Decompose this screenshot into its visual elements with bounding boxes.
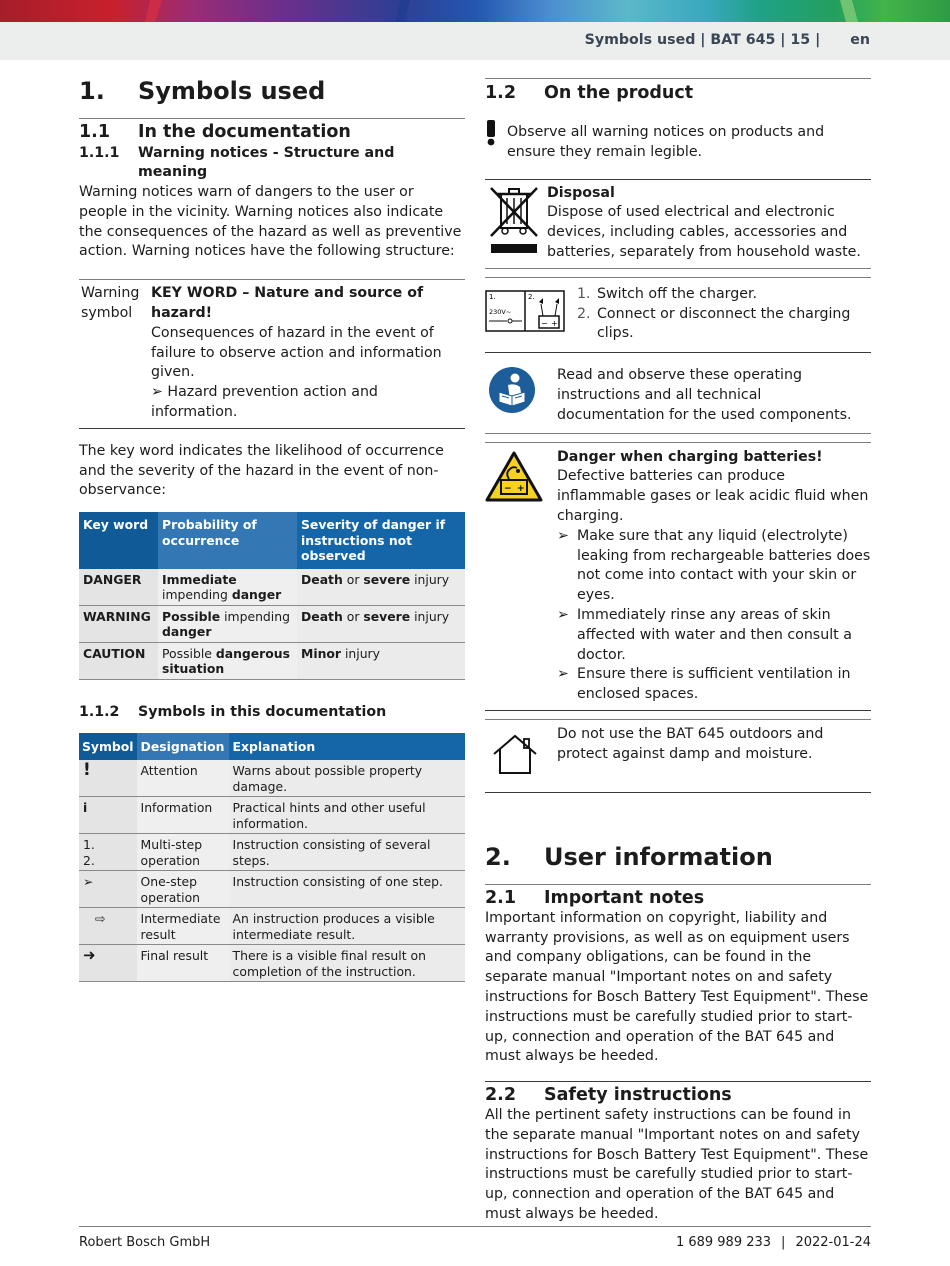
explanation-cell	[229, 760, 465, 797]
designation-cell	[137, 797, 229, 834]
symbols-table	[79, 733, 465, 983]
subsection-1-2-heading	[485, 82, 871, 104]
severity-text: injury	[410, 608, 450, 624]
attention-notice	[485, 104, 871, 179]
subsection-number: 2.1	[485, 887, 517, 908]
charger-label-1: 1.	[489, 292, 496, 301]
subsection-2-2-heading	[485, 1084, 871, 1106]
explanation: Practical hints and other useful information.	[232, 800, 426, 831]
left-column	[79, 60, 465, 982]
step-item	[577, 285, 871, 305]
probability-cell	[158, 642, 297, 679]
explanation: Instruction consisting of several steps.	[232, 837, 431, 868]
symbol-cell	[79, 797, 137, 834]
col-header-designation: Designation	[137, 733, 229, 761]
hazard-action-text: Hazard prevention action and information.	[151, 384, 378, 420]
subsection-1-1-1-heading	[79, 144, 465, 182]
footer-date: 2022-01-24	[795, 1235, 871, 1250]
severity-emphasis: Death	[301, 571, 343, 587]
probability-emphasis: Immediate	[162, 571, 237, 587]
subsection-title: Warning notices - Structure and meaning	[138, 145, 395, 180]
severity-joiner: or	[342, 608, 364, 624]
read-manual-text: Read and observe these operating instructions and all technical documentation for the used components.	[557, 367, 852, 423]
step-number: 2.	[577, 305, 591, 322]
svg-text:−: −	[541, 318, 548, 328]
indoor-use-text: Do not use the BAT 645 outdoors and protect against damp and moisture.	[557, 725, 824, 762]
table-row	[79, 945, 465, 982]
explanation: An instruction produces a visible intermediate result.	[232, 911, 435, 942]
probability-cell	[158, 569, 297, 606]
probability-text: impending	[220, 608, 290, 624]
symbol-cell	[79, 871, 137, 908]
footer-doc-number: 1 689 989 233	[675, 1235, 772, 1250]
designation-cell	[137, 908, 229, 945]
battery-danger-notice	[485, 443, 871, 710]
charger-connection-icon	[485, 285, 577, 344]
information-icon: i	[83, 800, 88, 816]
table-row	[79, 797, 465, 834]
section-title: User information	[544, 842, 773, 871]
probability-text: impending	[162, 587, 232, 603]
keyword-table	[79, 512, 465, 680]
keyword-line: KEY WORD – Nature and source of hazard!	[151, 285, 424, 321]
severity-text: injury	[410, 571, 450, 587]
symbol-cell	[79, 908, 137, 945]
subsection-title: Safety instructions	[544, 1085, 732, 1106]
one-step-icon: ➢	[83, 874, 94, 890]
designation: Information	[140, 800, 213, 816]
step-item	[577, 305, 871, 345]
col-header-symbol: Symbol	[79, 733, 137, 761]
footer-company: Robert Bosch GmbH	[79, 1235, 211, 1250]
probability-emphasis: Possible	[162, 608, 221, 624]
explanation-cell	[229, 834, 465, 871]
designation-cell	[137, 760, 229, 797]
designation: Attention	[140, 763, 198, 779]
attention-text: Observe all warning notices on products and ensure they remain legible.	[507, 124, 825, 160]
subsection-1-1-2-heading	[79, 703, 465, 722]
battery-hazard-warning-icon	[485, 448, 557, 705]
footer-doc-info: 1 689 989 233 | 2022-01-24	[675, 1235, 871, 1250]
subsection-title: Important notes	[544, 887, 705, 908]
designation-cell	[137, 871, 229, 908]
severity-emphasis-2: severe	[363, 608, 411, 624]
severity-emphasis: Death	[301, 608, 343, 624]
probability-emphasis-2: dangerous situation	[162, 645, 290, 677]
subsection-title: On the product	[544, 83, 694, 103]
step-number: 1.	[577, 285, 591, 302]
severity-cell	[297, 605, 465, 642]
danger-bullet	[557, 665, 871, 705]
subsection-title: Symbols in this documentation	[138, 703, 387, 720]
col-header-severity: Severity of danger if instructions not observed	[297, 512, 465, 569]
severity-emphasis-2: severe	[363, 571, 411, 587]
section-number: 1.	[79, 77, 105, 105]
designation: Intermediate result	[140, 911, 221, 942]
running-header	[585, 31, 870, 51]
col-header-keyword: Key word	[79, 512, 158, 569]
keyword-cell	[79, 569, 158, 606]
divider	[485, 78, 871, 79]
subsection-number: 1.1	[79, 122, 111, 142]
symbol-cell	[79, 945, 137, 982]
designation-cell	[137, 834, 229, 871]
explanation: There is a visible final result on completion of the instruction.	[232, 948, 426, 979]
probability-cell	[158, 605, 297, 642]
divider	[485, 884, 871, 885]
running-title: Symbols used | BAT 645 | 15 |	[584, 32, 821, 48]
intermediate-result-icon: ⇨	[95, 911, 106, 927]
explanation-cell	[229, 908, 465, 945]
keyword-cell	[79, 642, 158, 679]
final-result-icon: ➜	[83, 946, 96, 965]
table-row	[79, 569, 465, 606]
table-row	[79, 834, 465, 871]
svg-text:−: −	[504, 483, 512, 494]
probability-emphasis-2: danger	[162, 624, 212, 640]
language-code: en	[850, 32, 870, 48]
keyword: DANGER	[83, 571, 142, 587]
exclamation-icon	[485, 120, 507, 163]
table-row	[79, 642, 465, 679]
severity-cell	[297, 642, 465, 679]
step-text: Switch off the charger.	[597, 285, 758, 302]
section-1-heading	[79, 76, 465, 106]
brand-color-band	[0, 0, 950, 22]
subsection-number: 1.2	[485, 83, 517, 103]
danger-bullet-text: Ensure there is sufficient ventilation in enclosed spaces.	[577, 666, 851, 703]
keyword-intro: The key word indicates the likelihood of occurrence and the severity of the hazard in the event of non-observance:	[79, 442, 444, 499]
one-step-icon: ➢	[557, 527, 569, 544]
danger-bullet-text: Immediately rinse any areas of skin affected with water and then consult a doctor.	[577, 606, 852, 663]
explanation-cell	[229, 945, 465, 982]
warning-notices-intro: Warning notices warn of dangers to the user or people in the vicinity. Warning notices also indicate the consequences of the hazard as well as preventive action. Warning notices have the following structure:	[79, 184, 462, 260]
subsection-number: 1.1.2	[79, 703, 120, 720]
safety-instructions-text: All the pertinent safety instructions can be found in the separate manual "Important notes on and safety instructions for Bosch Battery Test Equipment". These instructions must be carefully studied prior to start-up, connection and operation of the BAT 645 and must always be heeded.	[485, 1107, 869, 1223]
important-notes-text: Important information on copyright, liability and warranty provisions, as well as on equipment users and company obligations, can be found in the separate manual "Important notes on and safety instructions for Bosch Battery Test Equipment". These instructions must be carefully studied prior to start-up, connection and operation of the BAT 645 and must always be heeded.	[485, 909, 869, 1065]
subsection-2-1-heading	[485, 887, 871, 909]
section-number: 2.	[485, 842, 511, 871]
crossed-bin-icon	[485, 184, 547, 263]
read-manual-notice	[485, 353, 871, 432]
probability-text: Possible	[162, 645, 216, 661]
explanation: Warns about possible property damage.	[232, 763, 423, 794]
designation: Final result	[140, 948, 209, 964]
danger-bullet	[557, 606, 871, 665]
subsection-number: 1.1.1	[79, 145, 120, 161]
one-step-icon: ➢	[557, 606, 569, 623]
designation: Multi-step operation	[140, 837, 203, 868]
table-row	[79, 605, 465, 642]
keyword: WARNING	[83, 608, 151, 624]
divider	[485, 1081, 871, 1082]
disposal-title: Disposal	[547, 184, 615, 201]
read-manual-icon	[485, 366, 557, 425]
hazard-consequence: Consequences of hazard in the event of failure to observe action and information given.	[151, 324, 442, 381]
divider	[485, 792, 871, 793]
severity-emphasis: Minor	[301, 645, 342, 661]
charger-label-2: 2.	[528, 292, 535, 301]
hazard-action	[151, 383, 465, 423]
symbol-cell	[79, 760, 137, 797]
one-step-icon: ➢	[151, 384, 168, 401]
explanation: Instruction consisting of one step.	[232, 874, 443, 890]
exclamation-icon: !	[83, 760, 91, 781]
col-header-probability: Probability of occurrence	[158, 512, 297, 569]
disposal-notice	[485, 180, 871, 268]
designation-cell	[137, 945, 229, 982]
symbol-cell	[79, 834, 137, 871]
table-row	[79, 871, 465, 908]
charger-voltage: 230V~	[489, 307, 512, 316]
danger-bullet	[557, 527, 871, 606]
table-row	[79, 760, 465, 797]
explanation-cell	[229, 797, 465, 834]
house-icon	[485, 725, 557, 782]
severity-joiner: or	[342, 571, 364, 587]
designation: One-step operation	[140, 874, 201, 905]
keyword-cell	[79, 605, 158, 642]
warning-structure-box	[79, 279, 465, 429]
multi-step-icon: 1. 2.	[83, 837, 95, 868]
col-header-explanation: Explanation	[229, 733, 465, 761]
table-row	[79, 908, 465, 945]
step-text: Connect or disconnect the charging clips.	[597, 305, 851, 342]
section-2-heading	[485, 842, 871, 872]
probability-emphasis-2: danger	[231, 587, 282, 603]
footer-divider	[79, 1226, 871, 1227]
divider	[79, 118, 465, 119]
danger-bullet-text: Make sure that any liquid (electrolyte) leaking from rechargeable batteries does not come into contact with your skin or eyes.	[577, 527, 871, 604]
disposal-text: Dispose of used electrical and electronic devices, including cables, accessories and batteries, separately from household waste.	[547, 204, 861, 260]
danger-title: Danger when charging batteries!	[557, 448, 823, 465]
explanation-cell	[229, 871, 465, 908]
warning-symbol-label: Warning symbol	[81, 285, 140, 321]
subsection-1-1-heading	[79, 121, 465, 143]
section-title: Symbols used	[138, 77, 326, 105]
svg-text:+: +	[517, 483, 525, 494]
one-step-icon: ➢	[557, 666, 569, 683]
charger-steps	[485, 278, 871, 352]
severity-cell	[297, 569, 465, 606]
severity-text: injury	[341, 645, 380, 661]
right-column	[485, 60, 871, 1225]
subsection-title: In the documentation	[138, 122, 351, 142]
danger-text: Defective batteries can produce inflammable gases or leak acidic fluid when charging.	[557, 468, 869, 524]
svg-text:+: +	[551, 318, 558, 328]
keyword: CAUTION	[83, 645, 146, 661]
subsection-number: 2.2	[485, 1085, 517, 1106]
indoor-use-notice	[485, 720, 871, 792]
